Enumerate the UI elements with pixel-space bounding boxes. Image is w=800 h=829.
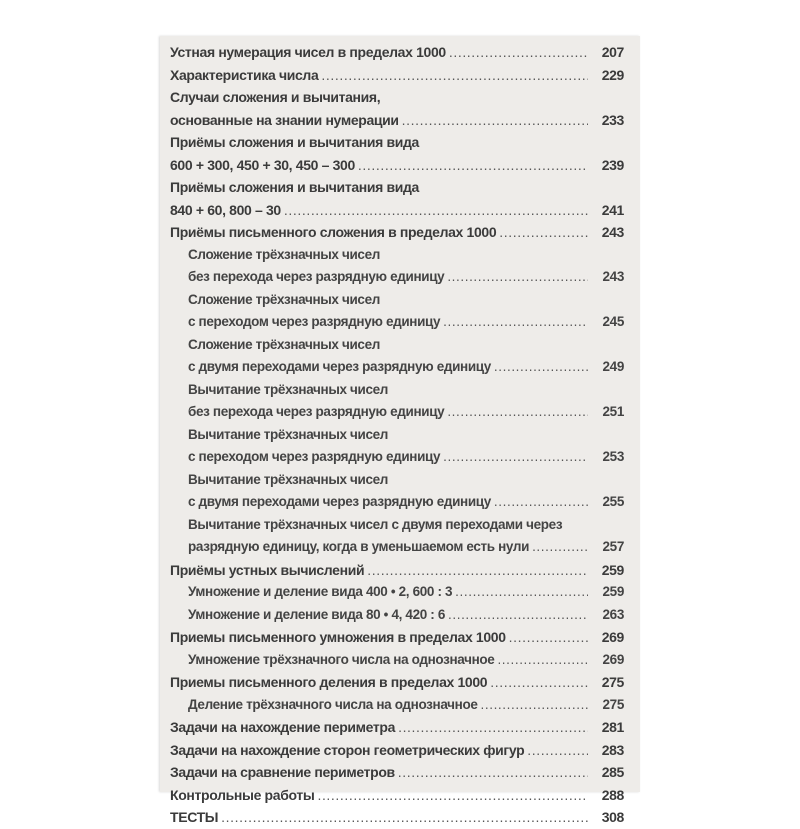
- toc-entry-title: без перехода через разрядную единицу: [188, 404, 445, 419]
- toc-page-number: 249: [602, 359, 624, 374]
- toc-line: [170, 86, 624, 109]
- dot-leader: [317, 784, 588, 807]
- toc-line: [170, 694, 624, 717]
- toc-entry-title: с переходом через разрядную единицу: [188, 314, 441, 329]
- toc-subentry: [170, 424, 624, 469]
- toc-line: [170, 806, 624, 829]
- dot-leader: [402, 109, 588, 132]
- toc-page-number: 281: [601, 719, 624, 735]
- dot-leader: [358, 154, 588, 177]
- toc-entry-title: 840 + 60, 800 – 30: [170, 201, 281, 218]
- toc-entry: [170, 626, 624, 649]
- toc-page-number: 243: [601, 224, 624, 240]
- toc-entry-title: Задачи на сравнение периметров: [170, 764, 395, 780]
- toc-entry-title: Приёмы сложения и вычитания вида: [170, 134, 419, 150]
- toc-line: [170, 41, 624, 64]
- toc-subentry: [170, 289, 624, 334]
- toc-entry-title: Сложение трёхзначных чисел: [188, 291, 380, 307]
- toc-line: [170, 424, 624, 447]
- toc-page-number: 229: [601, 66, 624, 83]
- toc-line: [170, 311, 624, 334]
- toc-page-number: 288: [601, 786, 624, 803]
- toc-entry-title: Приёмы сложения и вычитания вида: [170, 179, 419, 195]
- toc-entry: [170, 176, 624, 221]
- toc-page-number: 308: [601, 809, 624, 825]
- toc-entry-title: Вычитание трёхзначных чисел: [188, 426, 389, 442]
- dot-leader: [321, 64, 588, 87]
- toc-subentry: [170, 649, 624, 672]
- toc-line: [170, 671, 624, 694]
- toc-entry-title: Вычитание трёхзначных чисел с двумя переходами через: [188, 516, 563, 532]
- toc-subentry: [170, 244, 624, 289]
- toc-line: [170, 469, 624, 492]
- toc-entry: [170, 41, 624, 64]
- toc-subentry: [170, 694, 624, 717]
- toc-line: [170, 739, 624, 762]
- toc-entry-title: разрядную единицу, когда в уменьшаемом есть нули: [188, 539, 530, 554]
- dot-leader: [398, 761, 588, 784]
- toc-entry: [170, 739, 624, 762]
- toc-entry: [170, 86, 624, 131]
- toc-page-number: 243: [602, 269, 624, 284]
- dot-leader: [455, 581, 588, 604]
- dot-leader: [367, 559, 588, 582]
- dot-leader: [449, 41, 588, 64]
- toc-page-number: 275: [601, 674, 624, 690]
- toc-subentry: [170, 379, 624, 424]
- toc-entry-title: Задачи на нахождение сторон геометрических фигур: [170, 741, 525, 758]
- dot-leader: [494, 491, 588, 514]
- toc-line: [170, 64, 624, 87]
- toc-page-number: 259: [601, 561, 624, 578]
- toc-line: [170, 266, 624, 289]
- toc-entry-title: без перехода через разрядную единицу: [188, 269, 445, 284]
- toc-entry-title: Умножение и деление вида 400 • 2, 600 : 3: [188, 584, 453, 599]
- dot-leader: [527, 739, 588, 762]
- dot-leader: [398, 716, 588, 739]
- toc-line: [170, 221, 624, 244]
- toc-entry-title: с двумя переходами через разрядную единицу: [188, 359, 491, 374]
- toc-entry-title: Задачи на нахождение периметра: [170, 719, 396, 735]
- toc-entry-title: с переходом через разрядную единицу: [188, 449, 441, 464]
- toc-page-number: 251: [602, 404, 624, 419]
- toc-entry-title: Вычитание трёхзначных чисел: [188, 381, 389, 397]
- toc-line: [170, 784, 624, 807]
- toc-page-number: 245: [602, 314, 624, 329]
- toc-page-number: 283: [601, 741, 624, 758]
- dot-leader: [448, 604, 588, 627]
- toc-line: [170, 716, 624, 739]
- toc-entry: [170, 131, 624, 176]
- toc-page-number: 269: [602, 651, 624, 667]
- toc-entry: [170, 671, 624, 694]
- toc-entry-title: Приёмы устных вычислений: [170, 561, 365, 578]
- dot-leader: [490, 671, 588, 694]
- dot-leader: [509, 626, 588, 649]
- toc-line: [170, 401, 624, 424]
- toc-page-number: 207: [601, 44, 624, 60]
- toc-line: [170, 334, 624, 357]
- toc-entry-title: Случаи сложения и вычитания,: [170, 89, 381, 105]
- toc-line: [170, 379, 624, 402]
- toc-page-number: 269: [601, 629, 624, 645]
- toc-page-number: 275: [602, 696, 624, 712]
- toc-page-number: 239: [601, 156, 624, 173]
- toc-entry-title: ТЕСТЫ: [170, 809, 219, 825]
- toc-entry: [170, 221, 624, 244]
- dot-leader: [443, 311, 588, 334]
- dot-leader: [447, 401, 588, 424]
- toc-line: [170, 446, 624, 469]
- toc-line: [170, 244, 624, 267]
- toc-entry-title: Характеристика числа: [170, 66, 319, 83]
- toc-page-number: 263: [602, 606, 624, 622]
- toc-entry-title: Приемы письменного деления в пределах 1000: [170, 674, 488, 690]
- toc-line: [170, 649, 624, 672]
- dot-leader: [447, 266, 588, 289]
- toc-line: [170, 199, 624, 222]
- toc-page-number: 255: [602, 494, 624, 509]
- toc-page-number: 257: [602, 539, 624, 554]
- toc-entry-title: 600 + 300, 450 + 30, 450 – 300: [170, 156, 355, 173]
- toc-page-number: 233: [601, 111, 624, 128]
- toc-subentry: [170, 334, 624, 379]
- toc-entry-title: Приёмы письменного сложения в пределах 1000: [170, 224, 497, 240]
- toc-line: [170, 626, 624, 649]
- toc-entry: [170, 64, 624, 87]
- toc-subentry: [170, 581, 624, 604]
- toc-entry-title: Деление трёхзначного числа на однозначное: [188, 696, 478, 712]
- toc-entry-title: с двумя переходами через разрядную единицу: [188, 494, 491, 509]
- toc-entry-title: Вычитание трёхзначных чисел: [188, 471, 389, 487]
- toc-entry-title: Умножение и деление вида 80 • 4, 420 : 6: [188, 606, 446, 622]
- toc-line: [170, 131, 624, 154]
- toc-line: [170, 491, 624, 514]
- toc-line: [170, 514, 624, 537]
- toc-line: [170, 604, 624, 627]
- toc-line: [170, 356, 624, 379]
- toc-line: [170, 109, 624, 132]
- toc-subentry: [170, 604, 624, 627]
- toc-entry: [170, 559, 624, 582]
- toc-page-number: 259: [602, 584, 624, 599]
- toc-page-number: 253: [602, 449, 624, 464]
- dot-leader: [481, 694, 588, 717]
- toc-entry: [170, 761, 624, 784]
- toc-entry-title: Сложение трёхзначных чисел: [188, 246, 380, 262]
- dot-leader: [499, 221, 588, 244]
- dot-leader: [532, 536, 588, 559]
- toc-entry: [170, 716, 624, 739]
- dot-leader: [443, 446, 588, 469]
- toc-subentry: [170, 514, 624, 559]
- toc-page-number: 241: [601, 201, 624, 218]
- toc-line: [170, 559, 624, 582]
- dot-leader: [494, 356, 588, 379]
- toc-line: [170, 761, 624, 784]
- dot-leader: [497, 649, 588, 672]
- toc-line: [170, 289, 624, 312]
- toc-entry-title: Устная нумерация чисел в пределах 1000: [170, 44, 446, 60]
- toc-entry-title: Приемы письменного умножения в пределах 1000: [170, 629, 506, 645]
- toc-entry-title: основанные на знании нумерации: [170, 111, 399, 128]
- toc-line: [170, 154, 624, 177]
- toc-entry-title: Контрольные работы: [170, 786, 315, 803]
- toc-entry: [170, 784, 624, 807]
- toc-line: [170, 536, 624, 559]
- toc-entry: [170, 806, 624, 829]
- toc-line: [170, 176, 624, 199]
- toc-entry-title: Умножение трёхзначного числа на однозначное: [188, 651, 495, 667]
- toc-subentry: [170, 469, 624, 514]
- dot-leader: [284, 199, 588, 222]
- dot-leader: [221, 806, 588, 829]
- toc-page-number: 285: [601, 764, 624, 780]
- toc-line: [170, 581, 624, 604]
- table-of-contents: [170, 41, 624, 829]
- toc-entry-title: Сложение трёхзначных чисел: [188, 336, 380, 352]
